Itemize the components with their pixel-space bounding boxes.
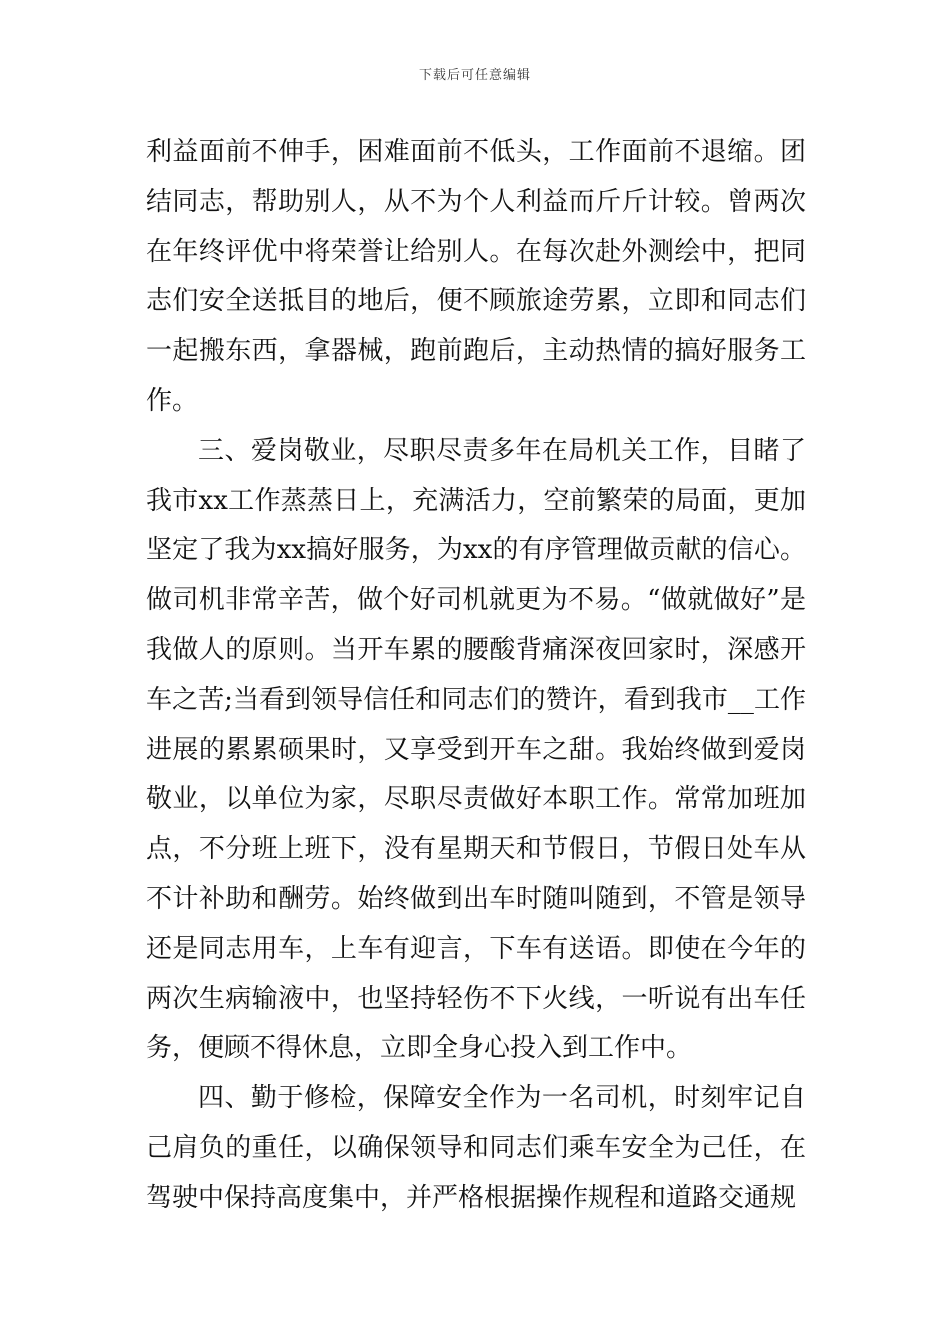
document-body — [146, 128, 806, 1224]
paragraph-section-three: 三、爱岗敬业，尽职尽责多年在局机关工作，目睹了我市xx工作蒸蒸日上，充满活力，空前繁荣的局面，更加坚定了我为xx搞好服务，为xx的有序管理做贡献的信心。做司机非常辛苦，做个好司机就更为不易。“做就做好”是我做人的原则。当开车累的腰酸背痛深夜回家时，深感开车之苦;当看到领导信任和同志们的赞许，看到我市__工作进展的累累硕果时，又享受到开车之甜。我始终做到爱岗敬业，以单位为家，尽职尽责做好本职工作。常常加班加点，不分班上班下，没有星期天和节假日，节假日处车从不计补助和酬劳。始终做到出车时随叫随到，不管是领导还是同志用车，上车有迎言，下车有送语。即使在今年的两次生病输液中，也坚持轻伤不下火线，一听说有出车任务，便顾不得休息，立即全身心投入到工作中。 — [146, 435, 806, 1064]
paragraph-section-four: 四、勤于修检，保障安全作为一名司机，时刻牢记自己肩负的重任，以确保领导和同志们乘车安全为己任，在驾驶中保持高度集中，并严格根据操作规程和道路交通规 — [146, 1083, 806, 1213]
page-header-note: 下载后可任意编辑 — [418, 68, 531, 83]
paragraph-continuation: 利益面前不伸手，困难面前不低头，工作面前不退缩。团结同志，帮助别人，从不为个人利益而斤斤计较。曾两次在年终评优中将荣誉让给别人。在每次赴外测绘中，把同志们安全送抵目的地后，便不顾旅途劳累，立即和同志们一起搬东西，拿器械，跑前跑后，主动热情的搞好服务工作。 — [146, 137, 806, 416]
